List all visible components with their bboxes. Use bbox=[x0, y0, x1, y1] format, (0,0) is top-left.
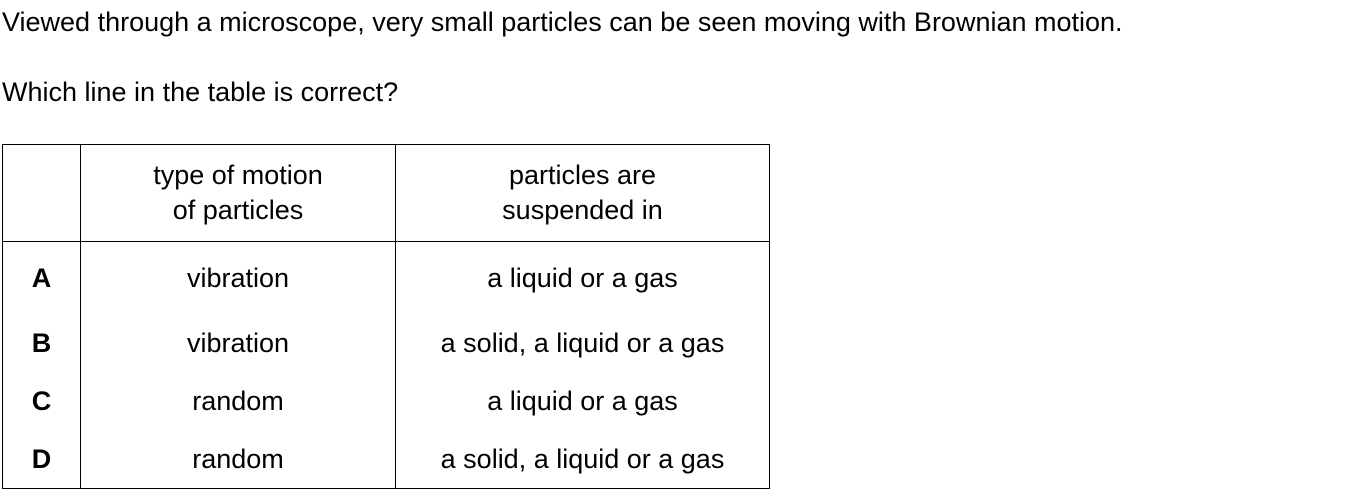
row-medium: a liquid or a gas bbox=[396, 242, 770, 315]
table-row bbox=[3, 430, 770, 489]
row-motion: vibration bbox=[81, 242, 396, 315]
row-motion: random bbox=[81, 372, 396, 430]
table-header-row bbox=[3, 145, 770, 242]
row-key: A bbox=[3, 242, 81, 315]
row-medium: a solid, a liquid or a gas bbox=[396, 314, 770, 372]
header-medium-line2: suspended in bbox=[502, 195, 663, 225]
row-motion: vibration bbox=[81, 314, 396, 372]
header-motion-cell bbox=[81, 145, 396, 242]
header-medium-line1: particles are bbox=[508, 160, 657, 190]
table-row bbox=[3, 314, 770, 372]
row-key: D bbox=[3, 430, 81, 489]
intro-text: Viewed through a microscope, very small particles can be seen moving with Brownian motion. bbox=[2, 7, 1123, 37]
header-key-cell bbox=[3, 145, 81, 242]
answer-table bbox=[2, 144, 770, 489]
row-motion: random bbox=[81, 430, 396, 489]
row-medium: a solid, a liquid or a gas bbox=[396, 430, 770, 489]
question-text: Which line in the table is correct? bbox=[2, 77, 399, 107]
table-row bbox=[3, 372, 770, 430]
header-medium-cell bbox=[396, 145, 770, 242]
row-key: B bbox=[3, 314, 81, 372]
row-medium: a liquid or a gas bbox=[396, 372, 770, 430]
row-key: C bbox=[3, 372, 81, 430]
header-motion-line1: type of motion bbox=[153, 160, 323, 190]
header-motion-line2: of particles bbox=[172, 195, 304, 225]
table-row bbox=[3, 242, 770, 315]
